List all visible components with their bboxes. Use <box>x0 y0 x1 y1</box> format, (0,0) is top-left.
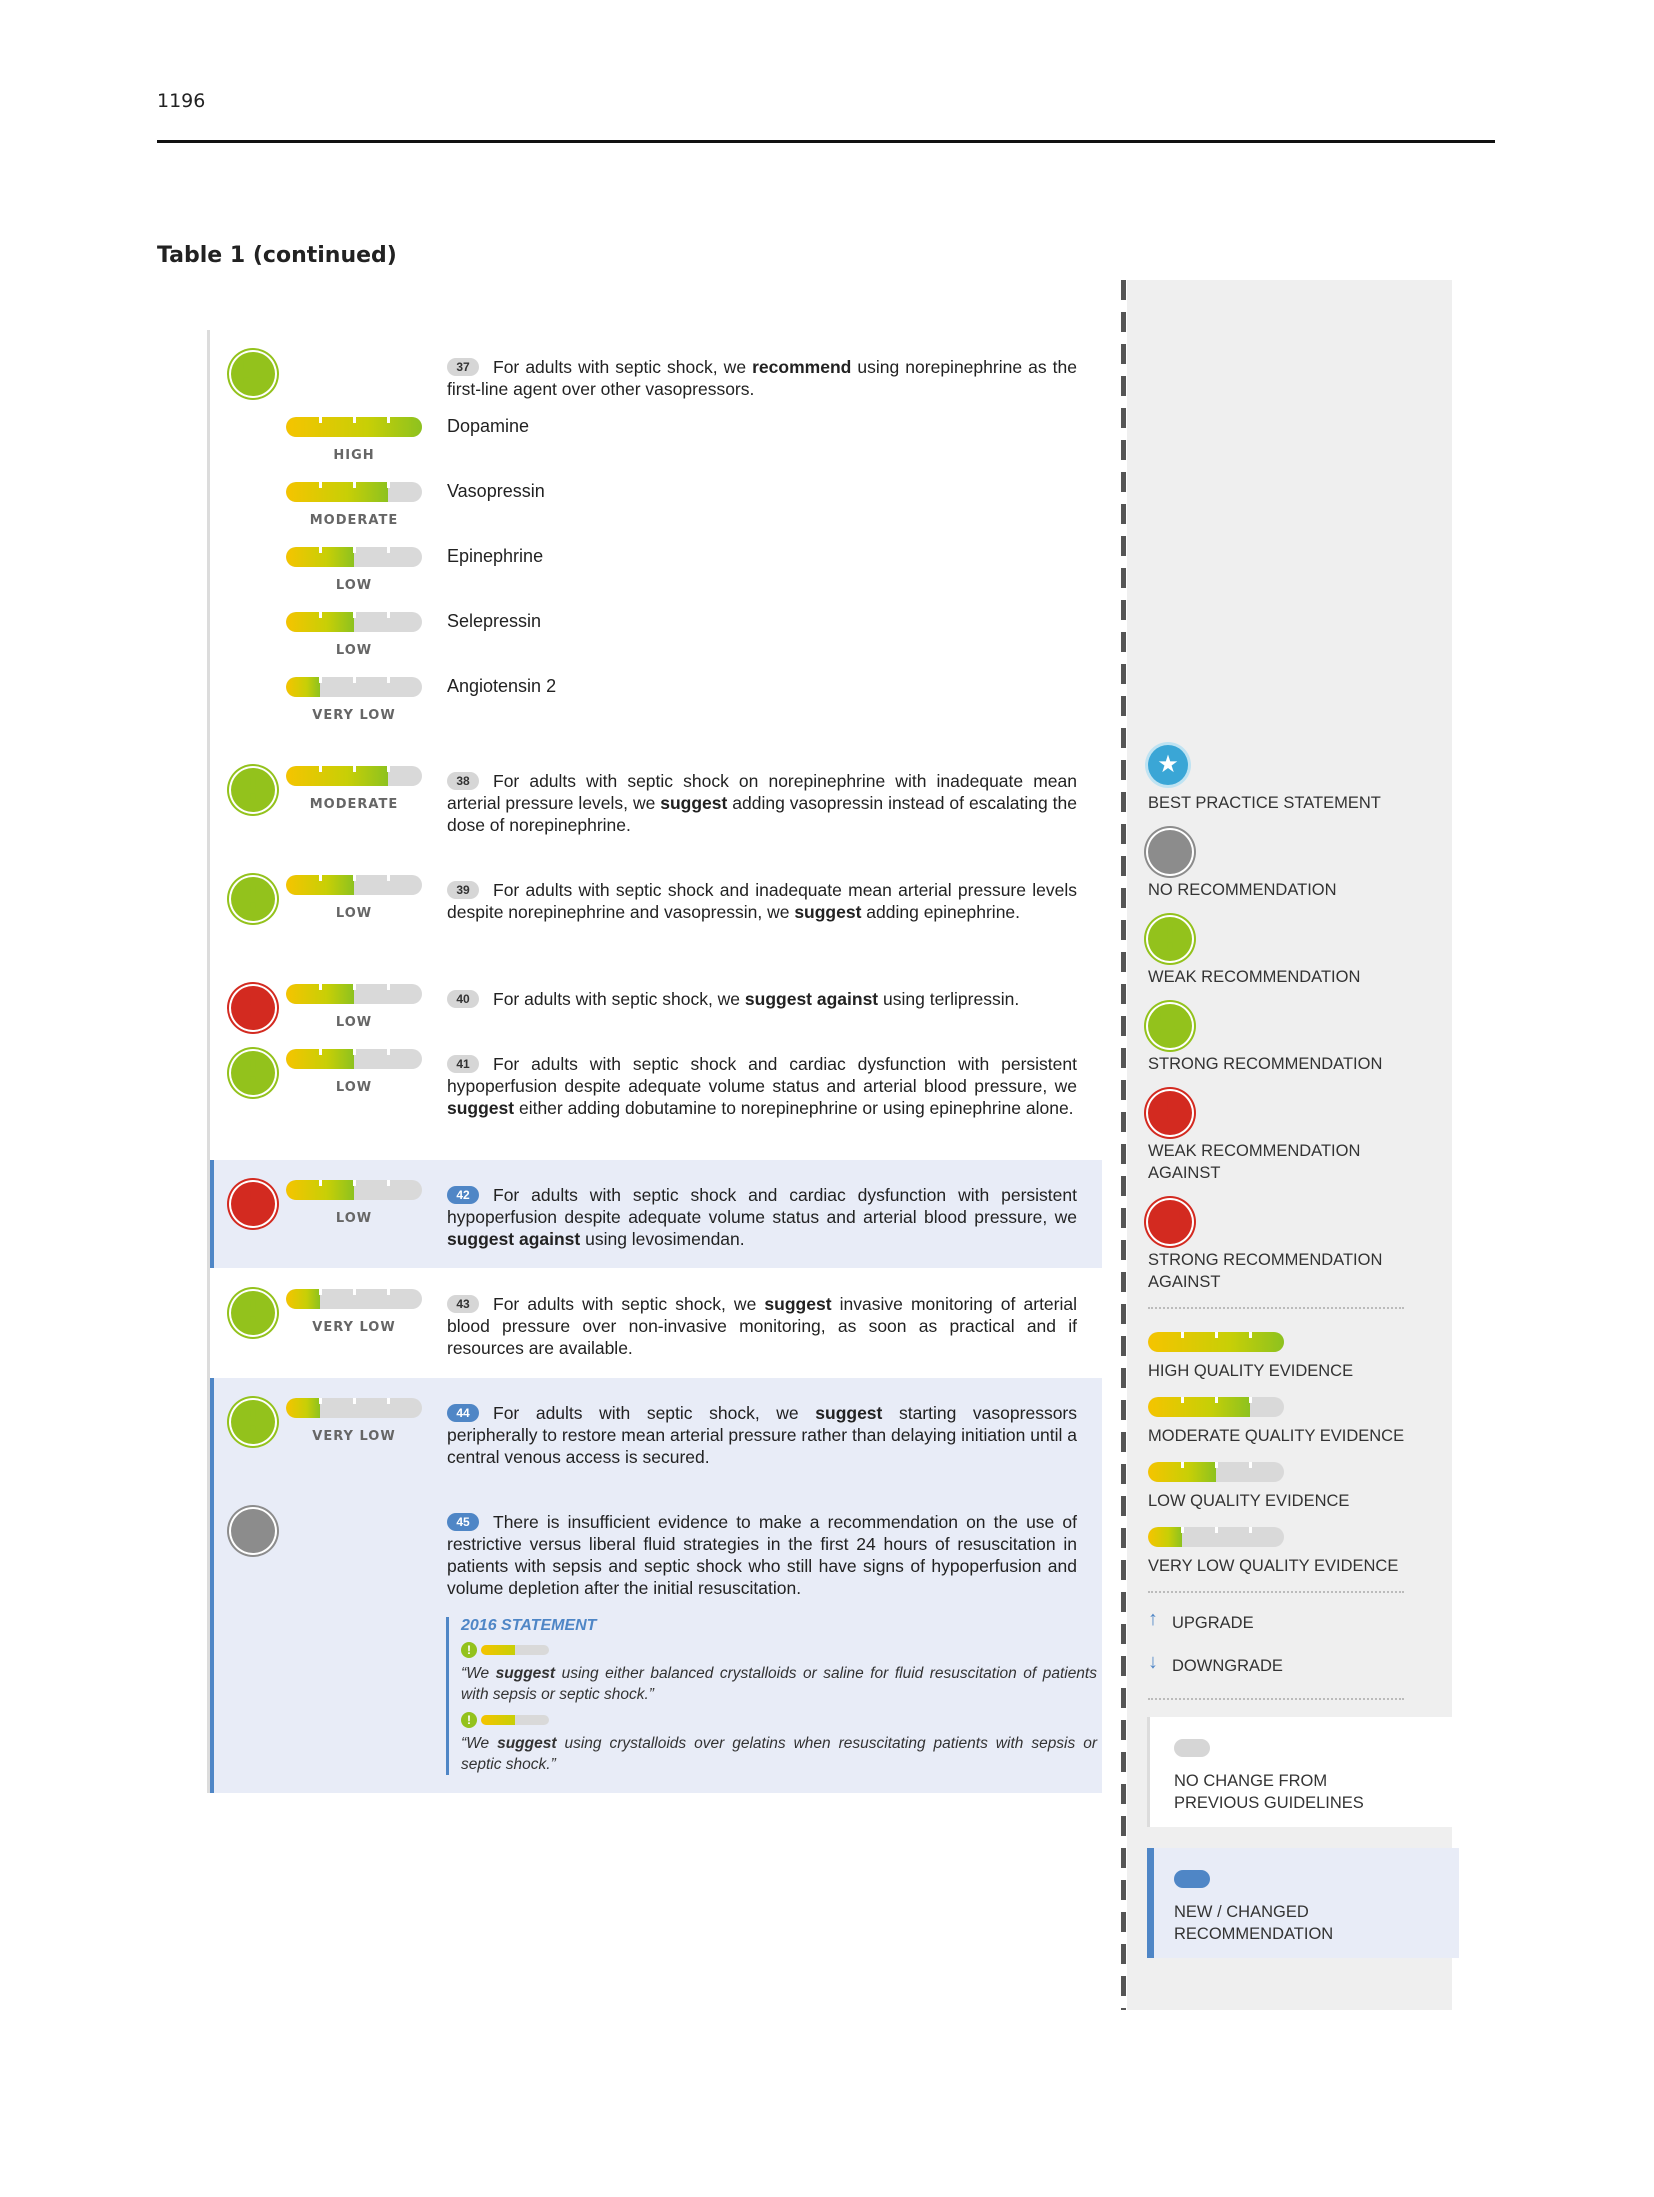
legend-new-changed-box <box>1147 1848 1459 1958</box>
double-exclamation-icon: !! <box>231 352 275 396</box>
arrow-down-icon: ↓ <box>1148 1651 1158 1673</box>
legend-moderate-quality: MODERATE QUALITY EVIDENCE <box>1148 1427 1405 1445</box>
legend-no-change: NO CHANGE FROM PREVIOUS GUIDELINES <box>1174 1772 1364 1812</box>
agent-name: Selepressin <box>447 611 542 631</box>
agent-quality-label: LOW <box>335 578 373 593</box>
legend-separator <box>1148 1307 1404 1309</box>
exclamation-icon: ! <box>231 1291 275 1335</box>
quality-bar-40 <box>286 984 422 1004</box>
legend-upgrade: UPGRADE <box>1172 1614 1254 1632</box>
quality-label: VERY LOW <box>312 1429 396 1444</box>
legend-best-practice: BEST PRACTICE STATEMENT <box>1148 794 1381 812</box>
legend-very-low-quality: VERY LOW QUALITY EVIDENCE <box>1148 1557 1399 1575</box>
exclamation-against-icon: ! <box>231 1182 275 1226</box>
statement-title: 2016 STATEMENT <box>461 1617 597 1634</box>
star-badge-icon: ★ <box>1148 745 1188 785</box>
quality-bar-39 <box>286 875 422 895</box>
agent-name: Epinephrine <box>447 546 544 566</box>
agent-quality-bar <box>286 612 422 632</box>
exclamation-icon: ! <box>1148 917 1192 961</box>
grey-pill-icon <box>1174 1739 1210 1757</box>
agent-quality-label: MODERATE <box>309 513 399 528</box>
rec-number: 37 <box>447 358 479 376</box>
recommendation-39: 39 For adults with septic shock and inadequate mean arterial pressure levels despite norepinephrine and vasopressin, we suggest adding epinephrine. <box>447 880 1077 922</box>
double-exclamation-against-icon: !! <box>1148 1200 1192 1244</box>
quality-bar-38 <box>286 766 422 786</box>
quality-label: LOW <box>335 1015 373 1030</box>
agent-quality-label: VERY LOW <box>312 708 396 723</box>
legend-high-quality: HIGH QUALITY EVIDENCE <box>1148 1362 1354 1380</box>
statement-text-2: “We suggest using crystalloids over gelatins when resuscitating patients with sepsis or septic shock.” <box>461 1735 1097 1773</box>
quality-bar-44 <box>286 1398 422 1418</box>
legend-strong: STRONG RECOMMENDATION <box>1148 1055 1383 1073</box>
agent-quality-bar <box>286 547 422 567</box>
legend-strong-against: STRONG RECOMMENDATION AGAINST <box>1148 1251 1383 1291</box>
agent-quality-bar <box>286 482 422 502</box>
exclamation-icon: ! <box>231 877 275 921</box>
exclamation-icon: ! <box>231 1400 275 1444</box>
recommendation-45: 45 There is insufficient evidence to make a recommendation on the use of restrictive versus liberal fluid strategies in the first 24 hours of resuscitation in patients with sepsis and septic shock who still have signs of hypoperfusion and volume depletion after the initial resuscitation. <box>447 1512 1077 1598</box>
statement-2016 <box>446 1617 1097 1775</box>
recommendation-38: 38 For adults with septic shock on norepinephrine with inadequate mean arterial pressure levels, we suggest adding vasopressin instead of escalating the dose of norepinephrine. <box>447 771 1077 835</box>
agent-name: Angiotensin 2 <box>447 676 557 696</box>
statement-text-1: “We suggest using either balanced crystalloids or saline for fluid resuscitation of patients with sepsis or septic shock.” <box>461 1665 1097 1703</box>
double-exclamation-icon: !! <box>1148 1004 1192 1048</box>
quality-label: LOW <box>335 1211 373 1226</box>
agent-name: Dopamine <box>447 416 530 436</box>
agent-quality-label: LOW <box>335 643 373 658</box>
exclamation-icon: ! <box>231 768 275 812</box>
quality-bar-42 <box>286 1180 422 1200</box>
legend-weak: WEAK RECOMMENDATION <box>1148 968 1361 986</box>
recommendation-42: 42 For adults with septic shock and cardiac dysfunction with persistent hypoperfusion despite adequate volume status and arterial blood pressure, we suggest against using levosimendan. <box>447 1185 1077 1249</box>
quality-bar-41 <box>286 1049 422 1069</box>
quality-label: MODERATE <box>309 797 399 812</box>
agent-quality-label: HIGH <box>333 448 375 463</box>
exclamation-against-icon: ! <box>1148 1091 1192 1135</box>
question-icon: ? <box>231 1509 275 1553</box>
question-icon: ? <box>1148 830 1192 874</box>
section-rule <box>207 330 210 1793</box>
exclamation-icon: ! <box>231 1051 275 1095</box>
legend-new-changed: NEW / CHANGED RECOMMENDATION <box>1174 1903 1334 1943</box>
page-number: 1196 <box>157 90 206 112</box>
recommendation-40: 40 For adults with septic shock, we suggest against using terlipressin. <box>447 988 1077 1010</box>
legend-downgrade: DOWNGRADE <box>1172 1657 1283 1675</box>
agent-name: Vasopressin <box>447 481 545 501</box>
legend-high-bar <box>1148 1332 1284 1352</box>
legend-separator <box>1148 1591 1404 1593</box>
legend-divider <box>1121 280 1126 2010</box>
legend-low-quality: LOW QUALITY EVIDENCE <box>1148 1492 1350 1510</box>
table-title: Table 1 (continued) <box>157 243 397 268</box>
exclamation-against-icon: ! <box>231 986 275 1030</box>
mini-quality-bar: ! <box>461 1641 1097 1659</box>
mini-quality-bar: ! <box>461 1711 1097 1729</box>
quality-label: VERY LOW <box>312 1320 396 1335</box>
legend-very-low-bar <box>1148 1527 1284 1547</box>
header-rule <box>157 140 1495 143</box>
recommendation-37: 37 For adults with septic shock, we recommend using norepinephrine as the first-line agent over other vasopressors. <box>447 357 1077 399</box>
legend-no-rec: NO RECOMMENDATION <box>1148 881 1337 899</box>
arrow-up-icon: ↑ <box>1148 1608 1158 1630</box>
quality-label: LOW <box>335 906 373 921</box>
quality-bar-43 <box>286 1289 422 1309</box>
blue-pill-icon <box>1174 1870 1210 1888</box>
recommendation-43: 43 For adults with septic shock, we suggest invasive monitoring of arterial blood pressure over non-invasive monitoring, as soon as practical and if resources are available. <box>447 1294 1078 1358</box>
quality-label: LOW <box>335 1080 373 1095</box>
recommendation-41: 41 For adults with septic shock and cardiac dysfunction with persistent hypoperfusion despite adequate volume status and arterial blood pressure, we suggest either adding dobutamine to norepinephrine or using epinephrine alone. <box>447 1054 1077 1118</box>
legend-moderate-bar <box>1148 1397 1284 1417</box>
recommendation-44: 44 For adults with septic shock, we suggest starting vasopressors peripherally to restore mean arterial pressure rather than delaying initiation until a central venous access is secured. <box>447 1403 1078 1467</box>
legend-separator <box>1148 1698 1404 1700</box>
legend-weak-against: WEAK RECOMMENDATION AGAINST <box>1148 1142 1361 1182</box>
legend-no-change-box <box>1147 1717 1455 1827</box>
legend-low-bar <box>1148 1462 1284 1482</box>
agent-quality-bar <box>286 677 422 697</box>
agent-quality-bar <box>286 417 422 437</box>
